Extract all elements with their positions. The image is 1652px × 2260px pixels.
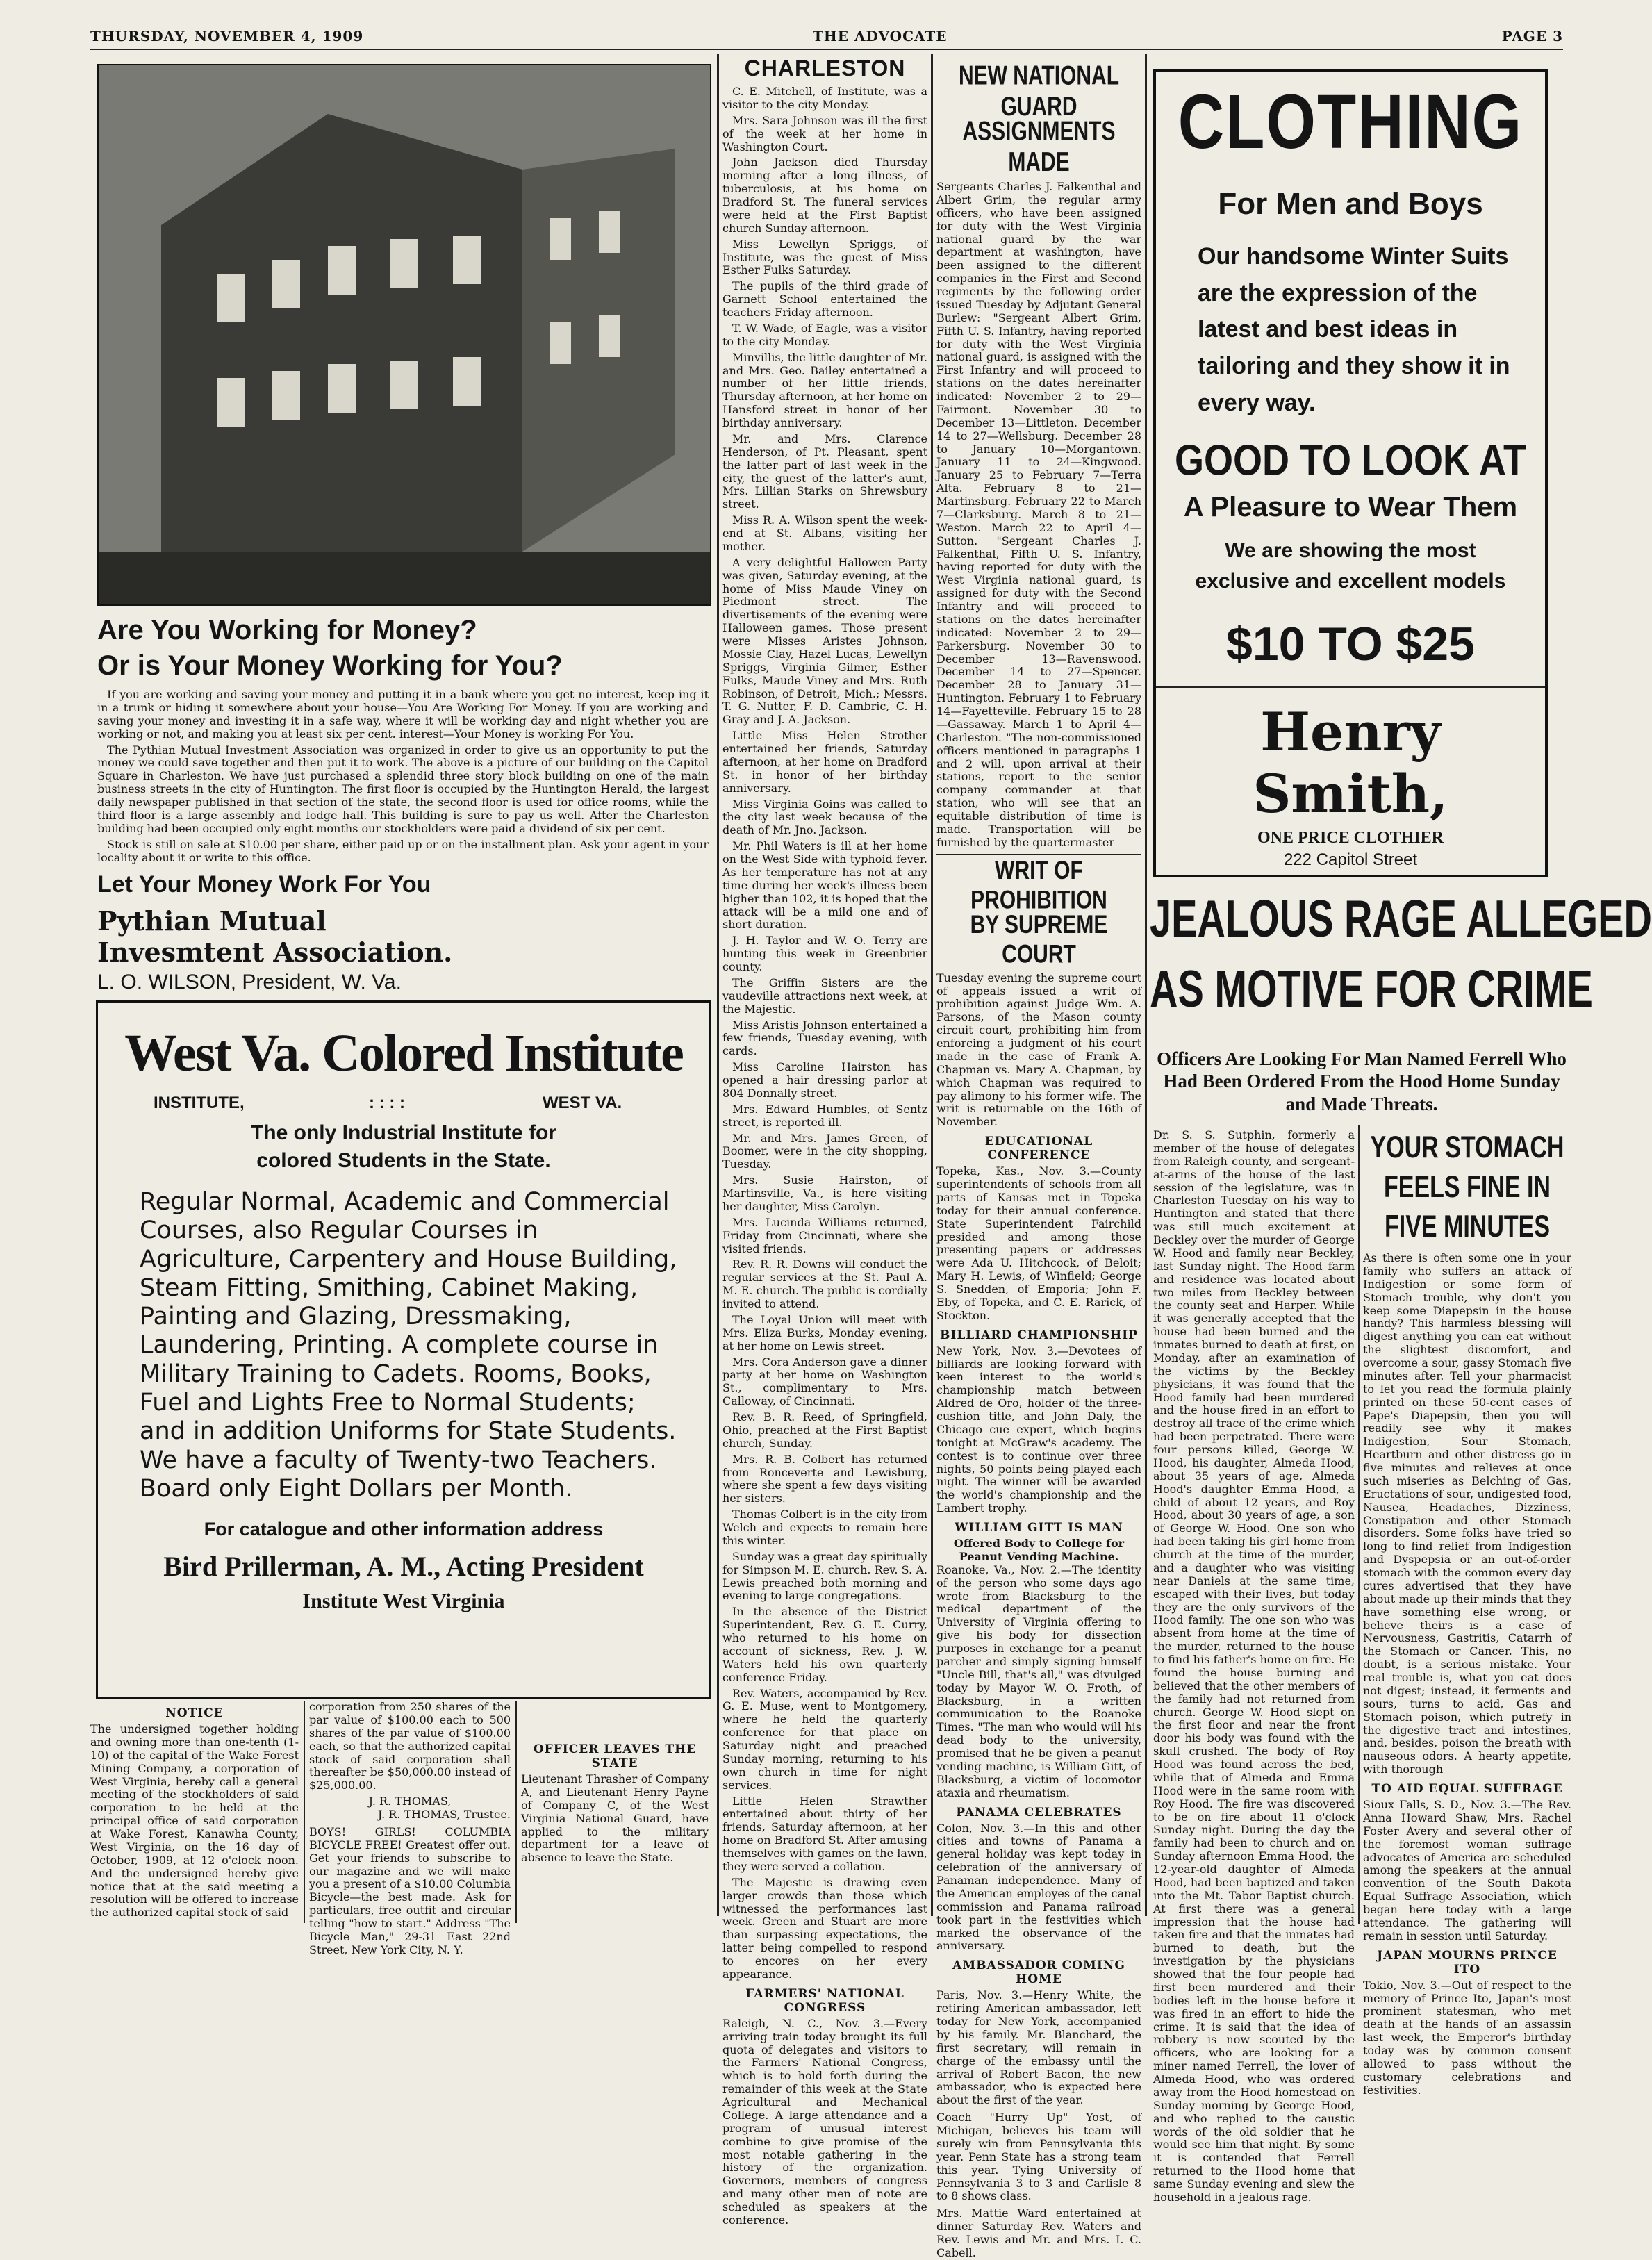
- institute-title: West Va. Colored Institute: [124, 1024, 683, 1082]
- gitt-subtitle: Offered Body to College for Peanut Vending Machine.: [953, 1537, 1125, 1563]
- charleston-item: Rev. B. R. Reed, of Springfield, Ohio, preached at the First Baptist church, Sunday.: [722, 1410, 927, 1450]
- education-text: Topeka, Kas., Nov. 3.—County superintendents of schools from all parts of Kansas met in Topeka today for their annual conference. State Superintendent Fairchild presided and among those presenting papers or addresses were Ada U. Hitchcock, of Beloit; Mary H. Lewis, of Winfield; George S. Snedden, of Emporia; John F. Eby, of Topeka, and C. E. Rarick, of Stockton.: [936, 1164, 1141, 1322]
- clothing-one-price: ONE PRICE CLOTHIER: [1257, 829, 1444, 848]
- pythian-name-1: Pythian Mutual: [97, 905, 327, 937]
- charleston-item: Sunday was a great day spiritually for Simpson M. E. church. Rev. S. A. Lewis preached both morning and evening to large congregations.: [722, 1549, 927, 1603]
- jealous-column: [1153, 1128, 1355, 2204]
- charleston-item: Mr. and Mrs. Clarence Henderson, of Pt. Pleasant, spent the latter part of last week in the city, the guest of the latter's aunt, Mrs. Lillian Starks on Shrewsbury street.: [722, 431, 927, 511]
- ambassador-title: AMBASSADOR COMING HOME: [952, 1958, 1125, 1987]
- notice-text: corporation from 250 shares of the par value of $100.00 each to 500 shares of the par value of $100.00 each, so that the authorized capital stock of said corporation shall thereafter be $50,000.00 instead of $25,000.00.: [309, 1700, 511, 1792]
- education-title: EDUCATIONAL CONFERENCE: [984, 1135, 1093, 1163]
- pythian-name-2: Invesmtent Association.: [97, 937, 453, 968]
- ambassador-text: Paris, Nov. 3.—Henry White, the retiring American ambassador, left today for New York, accompanied by his family. Mr. Blanchard, the first secretary, will remain in charge of the embassy until the arrival of Robert Bacon, the new ambassador, who is expected here about the first of the year.: [936, 1988, 1141, 2107]
- jealous-title: JEALOUS RAGE ALLEGED: [1150, 888, 1652, 948]
- column-rule: [931, 54, 933, 1916]
- stomach-title: FIVE MINUTES: [1384, 1210, 1551, 1244]
- clothing-good: GOOD TO LOOK AT: [1175, 436, 1526, 485]
- clothing-rule: [1156, 686, 1545, 688]
- charleston-item: Miss R. A. Wilson spent the week-end at St. Albans, visiting her mother.: [722, 513, 927, 553]
- institute-place-dots: : : : :: [369, 1094, 405, 1112]
- charleston-item: The Majestic is drawing even larger crowds than those which witnessed the performances last week. Green and Stuart are more than surpassing expectations, the latter being compelled to respond to encores on her every appearance.: [722, 1875, 927, 1981]
- clothing-address: 222 Capitol Street: [1283, 850, 1418, 870]
- charleston-item: J. H. Taylor and W. O. Terry are hunting this week in Greenbrier county.: [722, 934, 927, 973]
- jealous-headline: [1150, 886, 1652, 1046]
- charleston-item: Mrs. Edward Humbles, of Sentz street, is reported ill.: [722, 1102, 927, 1129]
- charleston-item: The pupils of the third grade of Garnett School entertained the teachers Friday afternoon.: [722, 279, 927, 319]
- charleston-item: Mrs. Sara Johnson was ill the first of the week at her home in Washington Court.: [722, 113, 927, 154]
- charleston-item: John Jackson died Thursday morning after a long illness, of tuberculosis, at his home on Bradford St. The funeral services were held at the First Baptist church Sunday afternoon.: [722, 156, 927, 235]
- pythian-paragraph: The Pythian Mutual Investment Association was organized in order to give us an opportunity to put the money we could save together and then put it to work. The above is a picture of our building on the Capitol Square in Charleston. We have just purchased a splendid three story block building on one of the main business streets in the city of Huntington. The first floor is occupied by the Huntington Herald, the largest daily newspaper published in that section of the state, the second floor is used for office rooms, while the third floor is a large assembly and lodge hall. This building is sure to pay us well. After the Charleston building had been occupied only eight months our stockholders were paid a dividend of six per cent.: [97, 743, 709, 835]
- charleston-item: Mrs. Susie Hairston, of Martinsville, Va., is here visiting her daughter, Miss Carolyn.: [722, 1173, 927, 1213]
- clothing-ad: [1153, 69, 1548, 877]
- pythian-slogan: Let Your Money Work For You: [97, 871, 431, 898]
- charleston-item: Thomas Colbert is in the city from Welch and expects to remain here this winter.: [722, 1508, 927, 1547]
- officer-text: Lieutenant Thrasher of Company A, and Lieutenant Henry Payne of Company C, of the West Virginia National Guard, have applied to the military department for a leave of absence to leave the State.: [521, 1772, 709, 1865]
- guard-column: [936, 60, 1141, 2259]
- guard-text: Sergeants Charles J. Falkenthal and Albert Grim, the regular army officers, who have been assigned for duty with the West Virginia national guard by the war department at washington, have been assigned to the different companies in the First and Second regiments by the following order issued Tuesday by Adjutant General Burlew: "Sergeant Albert Grim, Fifth U. S. Infantry, having reported for duty with the West Virginia national guard, is assigned with the First Infantry and will proceed to stations on the dates hereinafter indicated: November 2 to 29—Fairmont. November 30 to December 13—Littleton. December 14 to 27—Wellsburg. December 28 to January 10—Morgantown. January 11 to 24—Kingwood. January 25 to February 7—Terra Alta. February 8 to 21—Martinsburg. February 22 to March 7—Clarksburg. March 8 to 21—Weston. March 22 to April 4—Sutton. "Sergeant Charles J. Falkenthal, Fifth U. S. Infantry, having reported for duty with the West Virginia national guard, is assigned for duty with the Second Infantry and will proceed to stations on the dates hereinafter indicated: November 2 to 29—Parkersburg. November 30 to December 13—Ravenswood. December 14 to 27—Spencer. December 28 to January 31—Huntington. February 1 to February 14—Fayetteville. February 15 to 28—Gassaway. March 1 to April 4—Charleston. "The non-commissioned officers mentioned in paragraphs 1 and 2 will, upon arrival at their stations, report to the senior company commander at that station, who will see that an equitable distribution of time is made. Transportation will be furnished by the quartermaster: [936, 180, 1141, 849]
- institute-contact: Bird Prillerman, A. M., Acting President: [163, 1551, 644, 1583]
- charleston-item: C. E. Mitchell, of Institute, was a visitor to the city Monday.: [722, 85, 927, 111]
- writ-title: BY SUPREME COURT: [970, 910, 1108, 968]
- charleston-item: Minvillis, the little daughter of Mr. and Mrs. Geo. Bailey entertained a number of her little friends, Thursday afternoon, at her home on Hansford street in honor of her birthday anniversary.: [722, 350, 928, 429]
- panama-title: PANAMA CELEBRATES: [956, 1805, 1122, 1820]
- pythian-president: L. O. WILSON, President, W. Va.: [97, 971, 402, 994]
- clothing-subtitle: For Men and Boys: [1218, 187, 1483, 221]
- officer-title: OFFICER LEAVES THE STATE: [533, 1742, 697, 1770]
- japan-title: JAPAN MOURNS PRINCE ITO: [1377, 1948, 1558, 1977]
- masthead: [90, 28, 1563, 47]
- dinner-text: Mrs. Mattie Ward entertained at dinner Saturday Rev. Waters and Rev. Lewis and Mr. and Mrs. I. C. Cabell.: [936, 2207, 1141, 2259]
- column-rule: [1145, 54, 1147, 1916]
- institute-body: Regular Normal, Academic and Commercial Courses, also Regular Courses in Agriculture, Carpentery and House Building, Steam Fitting, Smithing, Cabinet Making, Painting and Glazing, Dressmaking, Laundering, Printing. A complete course in Military Training to Cadets. Rooms, Books, Fuel and Lights Free to Normal Students; and in addition Uniforms for State Students. We have a faculty of Twenty-two Teachers. Board only Eight Dollars per Month.: [140, 1188, 677, 1503]
- guard-title: ASSIGNMENTS MADE: [962, 116, 1116, 177]
- farmers-text: Raleigh, N. C., Nov. 3.—Every arriving train today brought its full quota of delegates and visitors to the Farmers' National Congress, which is to hold forth during the remainder of this week at the State Agricultural and Mechanical College. A large attendance and a program of unusual interest combine to give promise of the most notable gathering in the history of the organization. Governors, members of congress and many other men of note are scheduled as speakers at the conference.: [722, 2016, 927, 2227]
- guard-title: NEW NATIONAL GUARD: [958, 60, 1120, 122]
- institute-place: INSTITUTE,: [154, 1094, 245, 1112]
- jealous-subhead: [1150, 1048, 1573, 1124]
- charleston-item: T. W. Wade, of Eagle, was a visitor to the city Monday.: [722, 321, 927, 348]
- section-rule: [936, 854, 1141, 855]
- institute-catalogue: For catalogue and other information address: [204, 1519, 604, 1540]
- stomach-column: [1363, 1129, 1571, 2097]
- notice-column: [90, 1701, 299, 1937]
- stomach-text: As there is often some one in your family who suffers an attack of Indigestion or some form of Stomach trouble, why don't you keep some Diapepsin in the house handy? This harmless blessing will digest anything you can eat without the slightest discomfort, and overcome a sour, gassy Stomach five minutes after. Tell your pharmacist to let you read the formula plainly printed on these 50-cent cases of Pape's Diapepsin, then you will readily see why it makes Indigestion, Sour Stomach, Heartburn and other distress go in five minutes and relieves at once such miseries as Belching of Gas, Eructations of sour, undigested food, Nausea, Headaches, Dizziness, Constipation and other Stomach disorders. Some folks have tried so long to find relief from Indigestion and Dyspepsia or an out-of-order stomach with the common every day cures advertised that they have about made up their minds that they have something else wrong, or believe theirs is a case of Nervousness, Gastritis, Catarrh of the Stomach or Cancer. This, no doubt, is a serious mistake. Your real trouble is, what you eat does not digest; instead, it ferments and sours, turns to acid, Gas and Stomach poison, which putrefy in the digestive tract and intestines, and, besides, poison the breath with nauseous odors. A hearty appetite, with thorough: [1363, 1251, 1571, 1776]
- charleston-title: CHARLESTON: [744, 56, 906, 81]
- charleston-item: Mr. Phil Waters is ill at her home on the West Side with typhoid fever. As her temperature has not at any time during her week's illness been higher than 102, it is hoped that the attack will be a mild one and of short duration.: [722, 839, 927, 932]
- jealous-text: Dr. S. S. Sutphin, formerly a member of the house of delegates from Raleigh county, and sergeant-at-arms of the house of the last session of the legislature, was in Charleston Tuesday on his way to Huntington and stated that there was still much excitement at Beckley over the murder of George W. Hood and family near Beckley, last Sunday night. The Hood farm and residence was located about two miles from Beckley between the county seat and Harper. While it was generally accepted that the house had been burned and the inmates burned to death at first, on Monday, after an examination of the victims by the Beckley physicians, it was found that the Hood family had been murdered and the house fired in an effort to destroy all trace of the crime which had been perpetrated. There were four persons killed, George W. Hood, his daughter, Almeda Hood, about 35 years of age, Almeda Hood's daughter Emma Hood, a child of about 12 years, and Roy Hood, about 30 years of age, a son of George W. Hood. One son who had been taking his girl home from church at the time of the murder, and a daughter who was visiting near Daniels at the same time, escaped with their lives, but today they are the only survivors of the Hood family. The one son who was absent from home at the time of the murder, returned to the house to find his father's home on fire. He found the house burning and believed that the other members of the family had not returned from church. George W. Hood slept on the first floor and near the front door his body was found with the skull crushed. The body of Roy Hood was found across the bed, while that of Almeda and Emma Hood were in the same room with Roy Hood. The fire was discovered to be on fire about 11 o'clock Sunday night. During the day the family had been to church and on Sunday afternoon Emma Hood, the 12-year-old daughter of Almeda Hood, had been baptized and taken into the Mt. Tabor Baptist church. At first there was a general impression that the house had taken fire and that the inmates had burned to death, but the investigation by the physicians showed that the four people had first been murdered and their bodies left in the house before it was fired in an effort to hide the crime. It is said that the idea of robbery is now scouted by the officers, who are looking for a miner named Ferrell, the lover of Almeda Hood, who was ordered away from the Hood homestead on Sunday morning by George Hood, and who replied to the caustic words of the old soldier that he would see him that night. By some it is contended that Ferrell returned to the Hood home that same Sunday evening and slew the household in a jealous rage.: [1153, 1128, 1355, 2204]
- charleston-item: Mrs. Cora Anderson gave a dinner party at her home on Washington St., complimentary to Mrs. Calloway, of Cincinnati.: [722, 1355, 927, 1408]
- masthead-page: PAGE 3: [1501, 28, 1563, 44]
- column-rule: [1358, 1125, 1360, 1924]
- notice-title: NOTICE: [165, 1706, 224, 1720]
- jealous-title: AS MOTIVE FOR CRIME: [1150, 958, 1593, 1018]
- charleston-item: Miss Virginia Goins was called to the city last week because of the death of Mr. Jno. Jackson.: [722, 797, 927, 837]
- clothing-pleasure: A Pleasure to Wear Them: [1183, 492, 1518, 523]
- japan-text: Tokio, Nov. 3.—Out of respect to the memory of Prince Ito, Japan's most prominent statesman, who met death at the hands of an assassin last week, the Emperor's birthday today was by common consent allowed to pass without the customary celebrations and festivities.: [1363, 1978, 1571, 2097]
- notice-signature: J. R. THOMAS,: [368, 1795, 452, 1808]
- charleston-item: Miss Caroline Hairston has opened a hair dressing parlor at 804 Donnally street.: [722, 1060, 927, 1100]
- suffrage-text: Sioux Falls, S. D., Nov. 3.—The Rev. Anna Howard Shaw, Mrs. Rachel Foster Avery and several other of the foremost woman suffrage advocates of America are scheduled among the speakers at the annual convention of the South Dakota Equal Suffrage Association, which began here today with a large attendance. The gathering will remain in session until Saturday.: [1363, 1798, 1571, 1943]
- notice-signature: J. R. THOMAS, Trustee.: [377, 1808, 511, 1821]
- charleston-item: Little Miss Helen Strother entertained her friends, Saturday afternoon, at her home on Bradford St. in honor of her birthday anniversary.: [722, 729, 927, 795]
- column-rule: [304, 1701, 305, 1923]
- officer-column: [521, 1701, 709, 1937]
- clothing-showing: We are showing the most exclusive and excellent models: [1195, 539, 1506, 593]
- charleston-item: Miss Aristis Johnson entertained a few friends, Tuesday evening, with cards.: [722, 1018, 927, 1058]
- writ-text: Tuesday evening the supreme court of appeals issued a writ of prohibition against Judge Wm. A. Parsons, of the Mason county circuit court, prohibiting him from enforcing a judgment of his court made in the case of Frank A. Chapman vs. Mary A. Chapman, by which Chapman was required to pay alimony to his former wife. The writ is returnable on the 16th of November.: [936, 971, 1141, 1129]
- charleston-item: In the absence of the District Superintendent, Rev. G. E. Curry, who returned to his home on account of sickness, Rev. J. W. Waters held his own quarterly conference Friday.: [722, 1605, 927, 1684]
- masthead-date: THURSDAY, NOVEMBER 4, 1909: [90, 28, 364, 44]
- billiard-title: BILLIARD CHAMPIONSHIP: [940, 1328, 1138, 1342]
- pythian-headline-1: Are You Working for Money?: [97, 615, 477, 645]
- charleston-column: [722, 56, 928, 2227]
- clothing-name: Henry Smith,: [1253, 701, 1448, 825]
- jealous-subtitle: Officers Are Looking For Man Named Ferrell Who Had Been Ordered From the Hood Home Sunday and Made Threats.: [1157, 1048, 1567, 1114]
- charleston-item: Little Helen Strawther entertained about thirty of her friends, Saturday afternoon, at her home on Bradford St. After amusing themselves with games on the lawn, they were served a collation.: [722, 1794, 927, 1873]
- column-rule: [717, 54, 719, 1916]
- gitt-title: WILLIAM GITT IS MAN: [955, 1521, 1123, 1535]
- stomach-title: YOUR STOMACH: [1370, 1130, 1564, 1165]
- charleston-item: Rev. Waters, accompanied by Rev. G. E. Muse, went to Montgomery, where he held the quarterly conference for that place on Saturday night and preached Sunday morning, returning to his own church in time for night services.: [722, 1686, 927, 1792]
- bicycle-ad: BOYS! GIRLS! COLUMBIA BICYCLE FREE! Greatest offer out. Get your friends to subscribe to our magazine and we will make you a present of a $10.00 Columbia Bicycle—the best made. Ask for particulars, free outfit and circular telling "how to start." Address "The Bicycle Man," 29-31 East 22nd Street, New York City, N. Y.: [309, 1824, 511, 1956]
- institute-state: WEST VA.: [543, 1094, 622, 1112]
- gitt-text: Roanoke, Va., Nov. 2.—The identity of the person who some days ago wrote from Blacksburg to the medical department of the University of Virginia offering to give his body for dissection purposes in exchange for a peanut parcher and simply signing himself "Uncle Bill, that's all," was divulged today by Mayor W. O. Froth, of Blacksburg, in a written communication to the Roanoke Times. "The man who would will his dead body to the university, promised that he be given a peanut vending machine, is William Gitt, of Blacksburg, a victim of locomotor ataxia and rheumatism.: [936, 1562, 1141, 1799]
- institute-ad: [96, 1000, 711, 1699]
- pythian-ad: [97, 615, 709, 994]
- masthead-paper: THE ADVOCATE: [813, 28, 948, 44]
- column-rule: [515, 1701, 517, 1923]
- suffrage-title: TO AID EQUAL SUFFRAGE: [1371, 1782, 1563, 1796]
- stomach-title: FEELS FINE IN: [1384, 1170, 1551, 1205]
- institute-address: Institute West Virginia: [302, 1590, 505, 1613]
- charleston-item: The Loyal Union will meet with Mrs. Eliza Burks, Monday evening, at her home on Lewis street.: [722, 1312, 927, 1353]
- clothing-title: CLOTHING: [1178, 79, 1523, 165]
- charleston-item: Miss Lewellyn Spriggs, of Institute, was the guest of Miss Esther Fulks Saturday.: [722, 237, 927, 277]
- charleston-item: Mrs. R. B. Colbert has returned from Ronceverte and Lewisburg, where she spent a few days visiting her sisters.: [722, 1452, 927, 1506]
- charleston-item: Mrs. Lucinda Williams returned, Friday from Cincinnati, where she visited friends.: [722, 1215, 927, 1255]
- charleston-item: The Griffin Sisters are the vaudeville attractions next week, at the Majestic.: [722, 975, 927, 1016]
- pythian-headline-2: Or is Your Money Working for You?: [97, 650, 563, 681]
- charleston-items: [722, 85, 927, 1981]
- charleston-item: A very delightful Hallowen Party was given, Saturday evening, at the home of Miss Maude Viney on Piedmont street. The divertisements of the evening were Halloween games. Those present were Misses Aristes Johnson, Mossie Clay, Hazel Lucas, Lewellyn Spriggs, Virginia Gilmer, Esther Fulks, Maude Viney and Mrs. Ruth Robinson, of Detroit, Mich.; Messrs. T. G. Nutter, F. D. Cambric, C. H. Gray and J. A. Jackson.: [722, 555, 927, 727]
- charleston-item: Mr. and Mrs. James Green, of Boomer, were in the city shopping, Tuesday.: [722, 1131, 927, 1171]
- clothing-price: $10 TO $25: [1226, 618, 1475, 671]
- panama-text: Colon, Nov. 3.—In this and other cities and towns of Panama a general holiday was kept today in celebration of the anniversary of Panaman independence. Many of the American employes of the canal commission and Panama railroad took part in the festivities which marked the observance of the anniversary.: [936, 1821, 1141, 1953]
- charleston-item: Rev. R. R. Downs will conduct the regular services at the St. Paul A. M. E. church. The public is cordially invited to attend.: [722, 1257, 927, 1310]
- institute-tagline: The only Industrial Institute for: [250, 1121, 556, 1144]
- clothing-body: Our handsome Winter Suits are the expression of the latest and best ideas in tailoring and they show it in every way.: [1198, 243, 1510, 416]
- yost-text: Coach "Hurry Up" Yost, of Michigan, believes his team will surely win from Pennsylvania this year. Penn State has a strong team this year. Tying University of Pennsylvania 3 to 3 and Carlisle 8 to 8 shows class.: [936, 2111, 1141, 2203]
- institute-tagline: colored Students in the State.: [256, 1149, 551, 1172]
- notice-text: The undersigned together holding and owning more than one-tenth (1-10) of the capital of the Wake Forest Mining Company, a corporation of West Virginia, hereby call a general meeting of the stockholders of said corporation to be held at the principal office of said corporation at Wake Forest, Kanawha County, West Virginia, on the 16 day of October, 1909, at 12 o'clock noon. And the undersigned hereby give notice that at the said meeting a resolution will be offered to increase the authorized capital stock of said: [90, 1722, 299, 1920]
- building-photograph: [97, 64, 711, 606]
- masthead-rule: [90, 49, 1563, 50]
- pythian-paragraph: Stock is still on sale at $10.00 per share, either paid up or on the installment plan. Ask your agent in your locality about it or write to this office.: [97, 837, 709, 864]
- billiard-text: New York, Nov. 3.—Devotees of billiards are looking forward with keen interest to the world's championship match between Aldred de Oro, holder of the three-cushion title, and John Daly, the Chicago cue expert, which begins tonight at McGraw's academy. The contest is to continue over three nights, 50 points being played each night. The winner will be awarded the world's championship and the Lambert trophy.: [936, 1344, 1141, 1515]
- pythian-paragraph: If you are working and saving your money and putting it in a bank where you get no interest, keep ing it in a trunk or hiding it somewhere about your house—You Are Working For Money. If you are working and saving your money and investing it in a safe way, where it will be working day and night whether you are working or not, and making you at least six per cent. interest—Your Money is working For You.: [97, 688, 709, 741]
- farmers-title: FARMERS' NATIONAL CONGRESS: [745, 1986, 905, 2015]
- notice-column: [309, 1700, 511, 1956]
- writ-title: WRIT OF PROHIBITION: [970, 856, 1107, 914]
